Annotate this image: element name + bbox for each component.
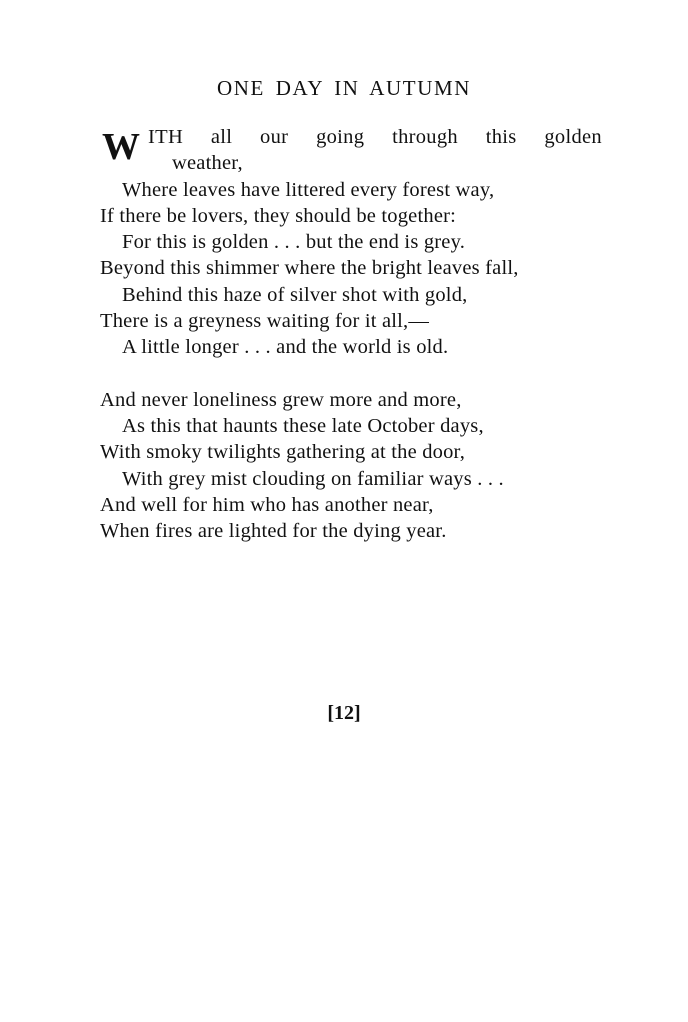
first-line-word: our	[260, 126, 289, 148]
poem-line: As this that haunts these late October days,	[122, 414, 484, 437]
first-line-continuation: weather,	[172, 152, 243, 175]
poem-line: A little longer . . . and the world is old.	[122, 336, 449, 359]
first-line-word: this	[485, 126, 517, 148]
poem-line: With smoky twilights gathering at the door,	[100, 441, 466, 464]
poem-line: When fires are lighted for the dying year.	[100, 520, 447, 543]
first-line-word: ITH	[148, 126, 184, 148]
first-line-word: all	[210, 126, 233, 148]
poem-line: Where leaves have littered every forest way,	[122, 178, 495, 201]
poem-line: And well for him who has another near,	[100, 493, 434, 516]
poem-line: And never loneliness grew more and more,	[100, 388, 462, 411]
poem-line: Behind this haze of silver shot with gold,	[122, 283, 468, 306]
stanza-2	[100, 387, 610, 545]
stanza-1	[100, 177, 610, 361]
poem-body	[100, 124, 610, 544]
poem-line: If there be lovers, they should be together:	[100, 204, 457, 227]
page-number: [12]	[327, 702, 361, 724]
first-line-words	[148, 124, 602, 150]
poem-line: With grey mist clouding on familiar ways . . .	[122, 467, 504, 490]
drop-cap: W	[102, 126, 140, 168]
poem-line: There is a greyness waiting for it all,—	[100, 310, 430, 333]
first-line-word: through	[392, 126, 458, 148]
poem-title: ONE DAY IN AUTUMN	[216, 76, 472, 100]
stanza-gap	[100, 361, 610, 387]
poem-line: For this is golden . . . but the end is grey.	[122, 231, 466, 254]
first-line-word: going	[316, 126, 365, 148]
first-line-word: golden	[544, 126, 602, 148]
poem-line: Beyond this shimmer where the bright leaves fall,	[100, 257, 519, 280]
